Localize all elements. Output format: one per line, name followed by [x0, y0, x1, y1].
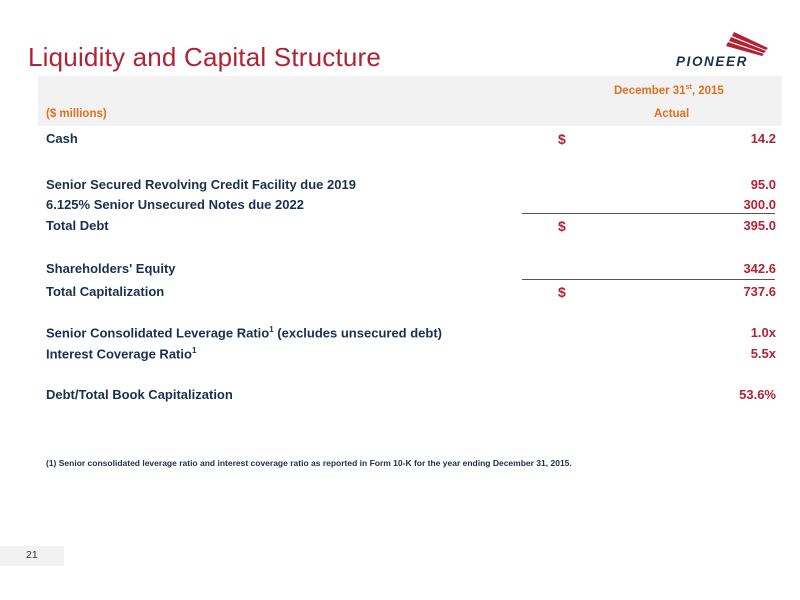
row-label: Total Capitalization	[46, 284, 165, 299]
row-label: Senior Consolidated Leverage Ratio$^1$ (excludes unsecured debt)	[46, 325, 442, 341]
subtotal-rule	[522, 213, 775, 214]
row-value: 342.6	[743, 261, 776, 276]
row-value: 300.0	[743, 197, 776, 212]
date-header: December 31st, 2015	[614, 84, 724, 97]
row-label: Debt/Total Book Capitalization	[46, 387, 233, 402]
page-title: Liquidity and Capital Structure	[28, 42, 382, 72]
page-number: 21	[26, 549, 38, 561]
table-row-revolver	[46, 177, 776, 195]
pioneer-logo	[676, 28, 776, 74]
row-value: 14.2	[750, 131, 776, 146]
units-label: ($ millions)	[46, 108, 107, 120]
row-value: 5.5x	[750, 346, 776, 361]
column-header-actual: Actual	[654, 108, 690, 120]
dollar-sign: $	[558, 131, 566, 147]
row-value: 1.0x	[750, 325, 776, 340]
footnote: (1) Senior consolidated leverage ratio and interest coverage ratio as reported in Form 10-K for the year ending December 31, 2015.	[46, 458, 572, 468]
subtotal-rule	[522, 279, 775, 280]
dollar-sign: $	[558, 218, 566, 234]
table-row-interest-coverage	[46, 346, 776, 364]
row-label: Total Debt	[46, 218, 109, 233]
row-value: 95.0	[750, 177, 776, 192]
table-row-cash	[46, 131, 776, 149]
row-label: Interest Coverage Ratio$^1$	[46, 346, 197, 362]
row-label: Cash	[46, 131, 78, 146]
row-label: Senior Secured Revolving Credit Facility due 2019	[46, 177, 356, 192]
table-row-debt-to-cap	[46, 387, 776, 405]
table-row-equity	[46, 261, 776, 279]
row-label: 6.125% Senior Unsecured Notes due 2022	[46, 197, 304, 212]
table-row-total-debt	[46, 218, 776, 236]
logo-text: PIONEER	[676, 54, 748, 69]
row-label: Shareholders' Equity	[46, 261, 176, 276]
table-row-leverage-ratio	[46, 325, 776, 343]
table-row-total-capitalization	[46, 284, 776, 302]
row-value: 53.6%	[739, 387, 776, 402]
row-value: 395.0	[743, 218, 776, 233]
dollar-sign: $	[558, 284, 566, 300]
row-value: 737.6	[743, 284, 776, 299]
